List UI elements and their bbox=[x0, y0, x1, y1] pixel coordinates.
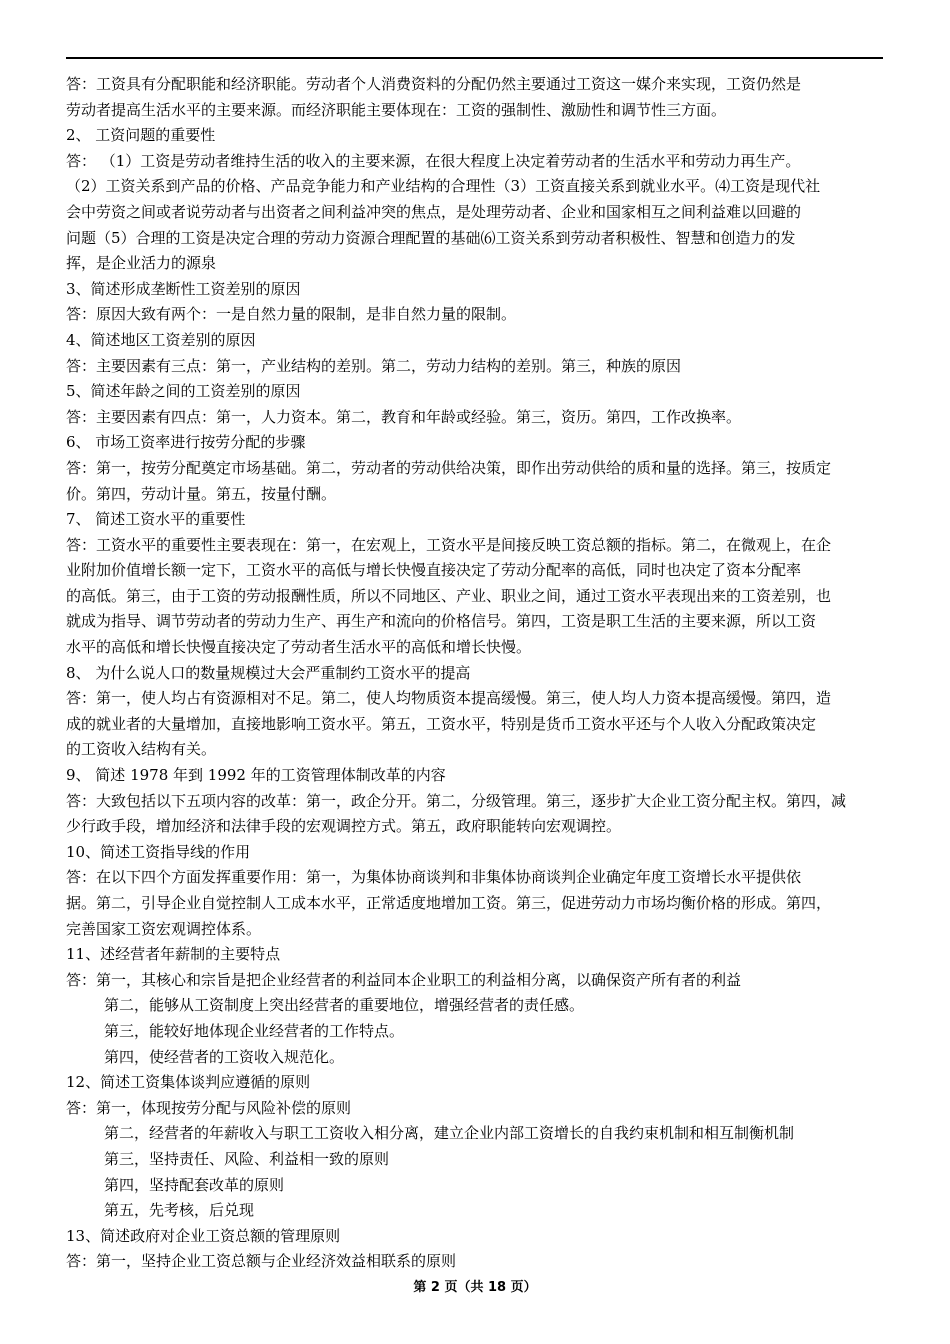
text-line: 问题（5）合理的工资是决定合理的劳动力资源合理配置的基础⑹工资关系到劳动者积极性、智慧和创造力的发 bbox=[66, 228, 796, 247]
text-line: （2）工资关系到产品的价格、产品竞争能力和产业结构的合理性（3）工资直接关系到就业水平。⑷工资是现代社 bbox=[66, 177, 821, 196]
text-line: 答：主要因素有三点：第一，产业结构的差别。第二，劳动力结构的差别。第三，种族的原因 bbox=[66, 356, 682, 375]
text-line: 答：第一，其核心和宗旨是把企业经营者的利益同本企业职工的利益相分离，以确保资产所有者的利益 bbox=[66, 970, 742, 989]
question-heading: 8、 为什么说人口的数量规模过大会严重制约工资水平的提高 bbox=[66, 663, 471, 682]
text-line: 业附加价值增长额一定下，工资水平的高低与增长快慢直接决定了劳动分配率的高低，同时也决定了资本分配率 bbox=[66, 561, 802, 580]
text-line: 价。第四，劳动计量。第五，按量付酬。 bbox=[66, 484, 337, 503]
text-line: 答：第一，坚持企业工资总额与企业经济效益相联系的原则 bbox=[66, 1252, 457, 1271]
text-line: 答：主要因素有四点：第一，人力资本。第二，教育和年龄或经验。第三，资历。第四，工作改换率。 bbox=[66, 407, 742, 426]
text-line: 劳动者提高生活水平的主要来源。而经济职能主要体现在：工资的强制性、激励性和调节性三方面。 bbox=[66, 100, 727, 119]
text-line: 据。第二，引导企业自觉控制人工成本水平，正常适度地增加工资。第三，促进劳动力市场均衡价格的形成。第四， bbox=[66, 894, 832, 912]
question-heading: 4、简述地区工资差别的原因 bbox=[66, 330, 256, 349]
question-heading: 2、 工资问题的重要性 bbox=[66, 126, 216, 145]
text-line: 第五，先考核，后兑现 bbox=[104, 1201, 255, 1220]
question-heading: 6、 市场工资率进行按劳分配的步骤 bbox=[66, 433, 306, 452]
question-heading: 11、述经营者年薪制的主要特点 bbox=[66, 945, 281, 964]
page-number-footer: 第 2 页（共 18 页） bbox=[413, 1280, 537, 1295]
text-line: 完善国家工资宏观调控体系。 bbox=[66, 919, 262, 938]
text-line: 答： （1）工资是劳动者维持生活的收入的主要来源，在很大程度上决定着劳动者的生活水平和劳动力再生产。 bbox=[66, 151, 801, 170]
text-line: 答：第一，按劳分配奠定市场基础。第二，劳动者的劳动供给决策，即作出劳动供给的质和量的选择。第三，按质定 bbox=[66, 458, 832, 477]
text-line: 答：工资水平的重要性主要表现在：第一，在宏观上，工资水平是间接反映工资总额的指标。第二，在微观上，在企 bbox=[66, 535, 832, 554]
text-line: 第三，坚持责任、风险、利益相一致的原则 bbox=[104, 1149, 390, 1168]
document-body bbox=[66, 72, 883, 1275]
text-line: 答：第一，使人均占有资源相对不足。第二，使人均物质资本提高缓慢。第三，使人均人力资本提高缓慢。第四，造 bbox=[66, 689, 832, 708]
question-heading: 9、 简述 1978 年到 1992 年的工资管理体制改革的内容 bbox=[66, 766, 446, 785]
text-line: 答：在以下四个方面发挥重要作用：第一，为集体协商谈判和非集体协商谈判企业确定年度工资增长水平提供依 bbox=[66, 868, 802, 887]
text-line: 第四，使经营者的工资收入规范化。 bbox=[104, 1047, 345, 1066]
text-line: 就成为指导、调节劳动者的劳动力生产、再生产和流向的价格信号。第四，工资是职工生活的主要来源，所以工资 bbox=[66, 612, 817, 631]
text-line: 的工资收入结构有关。 bbox=[66, 740, 217, 759]
text-line: 第二，能够从工资制度上突出经营者的重要地位，增强经营者的责任感。 bbox=[104, 996, 585, 1015]
text-line: 答：第一，体现按劳分配与风险补偿的原则 bbox=[66, 1098, 352, 1117]
question-heading: 10、简述工资指导线的作用 bbox=[66, 842, 251, 861]
header-rule bbox=[66, 57, 883, 59]
text-line: 第三，能较好地体现企业经营者的工作特点。 bbox=[104, 1021, 405, 1040]
text-line: 成的就业者的大量增加，直接地影响工资水平。第五，工资水平，特别是货币工资水平还与个人收入分配政策决定 bbox=[66, 714, 817, 733]
text-line: 答：大致包括以下五项内容的改革：第一，政企分开。第二，分级管理。第三，逐步扩大企业工资分配主权。第四，减 bbox=[66, 791, 847, 810]
question-heading: 12、简述工资集体谈判应遵循的原则 bbox=[66, 1073, 311, 1092]
text-line: 答：原因大致有两个：一是自然力量的限制，是非自然力量的限制。 bbox=[66, 305, 517, 324]
question-heading: 13、简述政府对企业工资总额的管理原则 bbox=[66, 1226, 341, 1245]
question-heading: 3、简述形成垄断性工资差别的原因 bbox=[66, 279, 301, 298]
text-line: 挥，是企业活力的源泉 bbox=[66, 254, 217, 273]
text-line: 水平的高低和增长快慢直接决定了劳动者生活水平的高低和增长快慢。 bbox=[66, 638, 532, 657]
text-line: 少行政手段，增加经济和法律手段的宏观调控方式。第五，政府职能转向宏观调控。 bbox=[66, 817, 622, 836]
text-line: 的高低。第三，由于工资的劳动报酬性质，所以不同地区、产业、职业之间，通过工资水平表现出来的工资差别，也 bbox=[66, 586, 832, 605]
text-line: 第四，坚持配套改革的原则 bbox=[104, 1175, 285, 1194]
text-line: 会中劳资之间或者说劳动者与出资者之间利益冲突的焦点，是处理劳动者、企业和国家相互之间利益难以回避的 bbox=[66, 202, 802, 221]
question-heading: 5、简述年龄之间的工资差别的原因 bbox=[66, 382, 301, 401]
question-heading: 7、 简述工资水平的重要性 bbox=[66, 510, 246, 529]
text-line: 第二，经营者的年薪收入与职工工资收入相分离，建立企业内部工资增长的自我约束机制和相互制衡机制 bbox=[104, 1124, 795, 1143]
text-line: 答：工资具有分配职能和经济职能。劳动者个人消费资料的分配仍然主要通过工资这一媒介来实现，工资仍然是 bbox=[66, 75, 802, 93]
